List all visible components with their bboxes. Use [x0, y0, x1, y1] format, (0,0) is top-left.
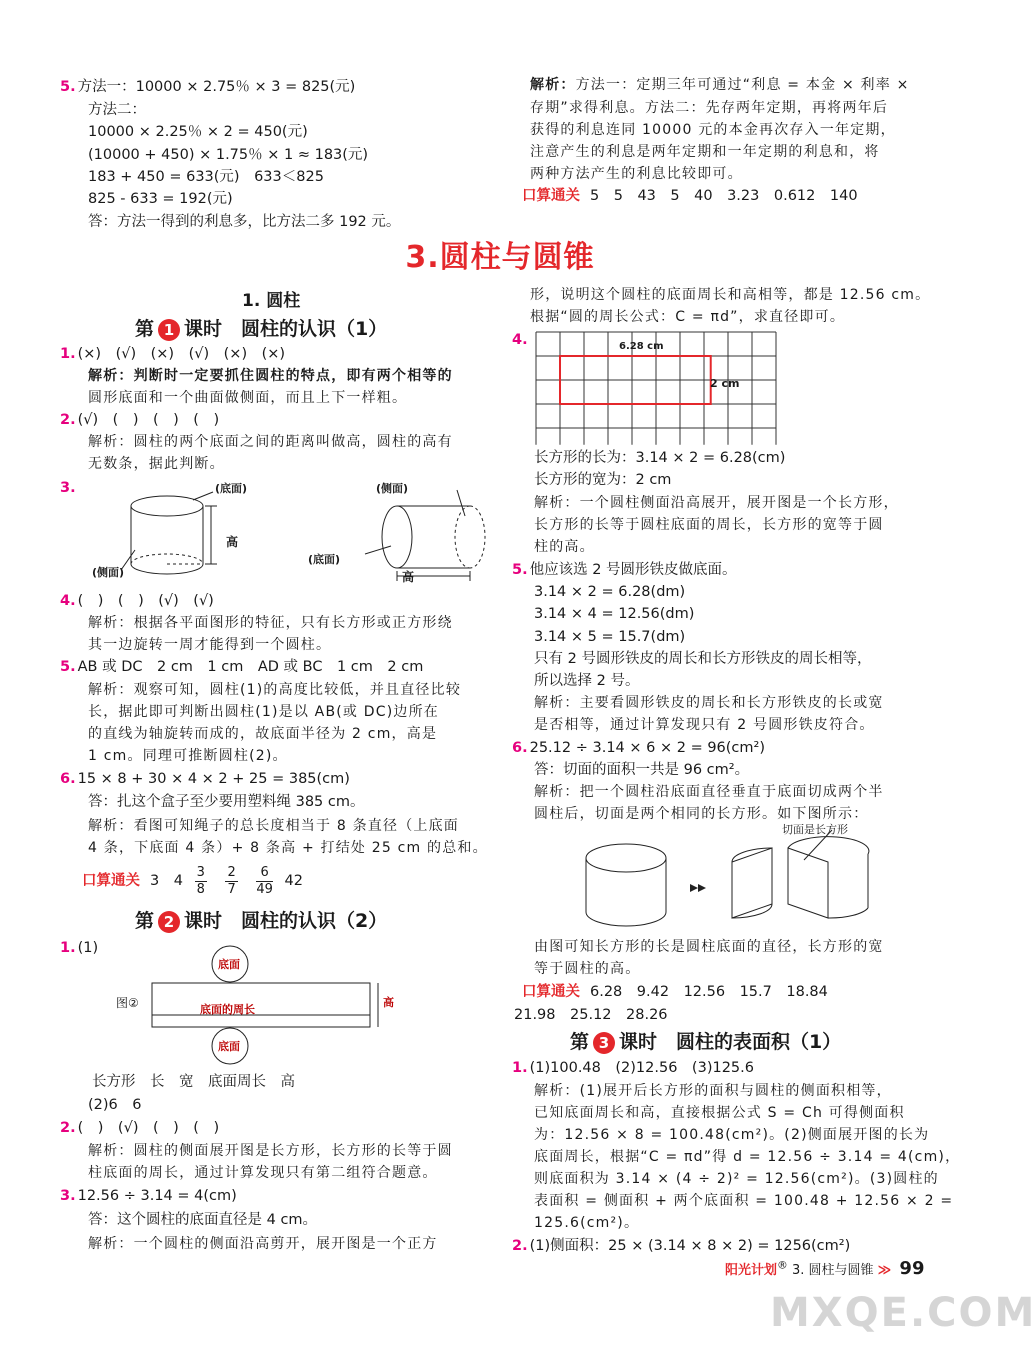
l2-q2-analysis-0: 解析：圆柱的侧面展开图是长方形，长方形的长等于圆 — [88, 1143, 453, 1159]
double-arrow-icon: ≫ — [877, 1263, 892, 1278]
lesson-3-title: 第 3 课时 圆柱的表面积（1） — [570, 1031, 842, 1053]
brand-name: 阳光计划 — [725, 1263, 778, 1278]
r-q4-analysis-1: 长方形的长等于圆柱底面的周长，长方形的宽等于圆 — [534, 517, 884, 533]
cylinder-bottom-front — [131, 564, 203, 574]
half-cylinder-right — [788, 848, 828, 918]
arrow-icon — [690, 884, 706, 892]
r-q5-line-4: 只有 2 号圆形铁皮的周长和长方形铁皮的周长相等， — [534, 651, 872, 667]
l3-q1-analysis-6: 125.6(cm²)。 — [534, 1215, 640, 1231]
l2-q1-part2: (2)6 6 — [88, 1097, 142, 1113]
fraction: $\frac{3}{8}$ — [196, 864, 205, 897]
lesson-number-badge: 2 — [158, 911, 180, 933]
l2-q1-words: 长方形 长 宽 底面周长 高 — [92, 1074, 295, 1090]
r-q6-analysis-1: 圆柱后，切面是两个相同的长方形。如下图所示： — [534, 806, 869, 822]
r-q5-line-5: 所以选择 2 号。 — [534, 673, 640, 689]
r-q5-analysis-0: 解析：主要看圆形铁皮的周长和长方形铁皮的长或宽 — [534, 695, 884, 711]
net-label-bottom: 底面 — [218, 1040, 240, 1053]
fraction: $\frac{6}{49}$ — [256, 864, 273, 897]
l2-q2-analysis-1: 柱底面的周长，通过计算发现只有第二组符合题意。 — [88, 1165, 438, 1181]
r-q6-analysis-0: 解析：把一个圆柱沿底面直径垂直于底面切成两个半 — [534, 784, 884, 800]
q5-number: 5. — [60, 79, 76, 95]
r-q4: 4. — [512, 332, 528, 348]
section-title: 1. 圆柱 — [242, 291, 301, 311]
l2-q3-answer: 答：这个圆柱的底面直径是 4 cm。 — [88, 1212, 318, 1228]
lesson-2-title: 第 2 课时 圆柱的认识（2） — [135, 910, 388, 932]
q5-line-5: 825 - 633 = 192(元) — [88, 191, 233, 207]
net-label-top: 底面 — [218, 958, 240, 971]
cut-cylinder-diagram — [582, 830, 882, 940]
lying-cylinder-left-end — [382, 506, 412, 568]
kousuan-left: 口算通关 3 4 $\frac{3}{8}$ $\frac{2}{7}$ $\frac{6}{49}$ 42 — [82, 864, 303, 897]
l1-q1-analysis-0: 解析：判断时一定要抓住圆柱的特点，即有两个相等的 — [88, 368, 453, 384]
net-label-rect: 底面的周长 — [200, 1003, 255, 1016]
r-q5-line-3: 3.14 × 5 = 15.7(dm) — [534, 629, 686, 645]
kousuan-top: 口算通关 5 5 43 5 40 3.23 0.612 140 — [522, 188, 858, 204]
l3-q1: 1. (1)100.48 (2)12.56 (3)125.6 — [512, 1060, 754, 1076]
r-q5-line-2: 3.14 × 4 = 12.56(dm) — [534, 606, 695, 622]
label-dimian-2: (底面) — [308, 553, 341, 566]
q5-line-2: 10000 × 2.25％ × 2 = 450(元) — [88, 124, 308, 140]
kousuan-right: 口算通关 6.28 9.42 12.56 15.7 18.84 — [522, 984, 828, 1000]
l1-q1-analysis-1: 圆形底面和一个曲面做侧面，而且上下一样粗。 — [88, 390, 408, 406]
q5-line-3: (10000 + 450) × 1.75％ × 1 ≈ 183(元) — [88, 147, 369, 163]
watermark: MXQE.COM — [770, 1290, 1036, 1336]
r-q6-after-1: 等于圆柱的高。 — [534, 961, 641, 977]
label-dimian-1: (底面) — [215, 482, 248, 495]
r-cont-0: 形，说明这个圆柱的底面周长和高相等，都是 12.56 cm。 — [530, 287, 931, 303]
page-footer: 阳光计划® 3. 圆柱与圆锥 ≫ 99 — [725, 1258, 925, 1279]
analysis-line-4: 两种方法产生的利息比较即可。 — [530, 166, 743, 182]
analysis-line-0: 解析：方法一：定期三年可通过“利息 = 本金 × 利率 × — [530, 77, 910, 93]
r-q5-analysis-1: 是否相等，通过计算发现只有 2 号圆形铁皮符合。 — [534, 717, 875, 733]
kousuan-label: 口算通关 — [522, 188, 580, 204]
r-q6-after-0: 由图可知长方形的长是圆柱底面的直径，长方形的宽 — [534, 939, 884, 955]
grid-label-width: 2 cm — [710, 377, 740, 390]
lateral-rectangle — [152, 983, 370, 1027]
l1-q5-analysis-3: 1 cm。同理可推断圆柱(2)。 — [88, 748, 288, 764]
l1-q5: 5. AB 或 DC 2 cm 1 cm AD 或 BC 1 cm 2 cm — [60, 659, 424, 675]
l1-q6-analysis-1: 4 条，下底面 4 条）+ 8 条高 + 打结处 25 cm 的总和。 — [88, 840, 488, 856]
l1-q5-analysis-1: 长，据此即可判断出圆柱(1)是以 AB(或 DC)边所在 — [88, 704, 439, 720]
l1-q3: 3. — [60, 480, 76, 496]
l1-q5-analysis-0: 解析：观察可知，圆柱(1)的高度比较低，并且直径比较 — [88, 682, 462, 698]
l3-q1-analysis-4: 则底面积为 3.14 × (4 ÷ 2)² = 12.56(cm²)。(3)圆柱的 — [534, 1171, 939, 1187]
r-cont-1: 根据“圆的周长公式：C = πd”，求直径即可。 — [530, 309, 846, 325]
pointer-line — [804, 830, 832, 860]
lesson-1-title: 第 1 课时 圆柱的认识（1） — [135, 318, 388, 340]
l1-q5-analysis-2: 的直线为轴旋转而成的，故底面半径为 2 cm，高是 — [88, 726, 438, 742]
l1-q4: 4. ( ) ( ) (√) (√) — [60, 593, 214, 609]
l3-q1-analysis-0: 解析：(1)展开后长方形的面积与圆柱的侧面积相等， — [534, 1083, 892, 1099]
q5-line-0: 5. 方法一：10000 × 2.75％ × 3 = 825(元) — [60, 79, 356, 95]
l1-q1: 1. (×) (√) (×) (√) (×) (×) — [60, 346, 286, 362]
analysis-line-3: 注意产生的利息是两年定期和一年定期的利息和，将 — [530, 144, 880, 160]
fraction: $\frac{2}{7}$ — [227, 864, 236, 897]
l3-q1-analysis-1: 已知底面周长和高，直接根据公式 S = Ch 可得侧面积 — [534, 1105, 905, 1121]
net-figure-label: 图② — [116, 996, 139, 1010]
pointer-line — [365, 546, 391, 554]
analysis-line-1: 存期”求得利息。方法二：先存两年定期，再将两年后 — [530, 100, 889, 116]
l2-q3: 3. 12.56 ÷ 3.14 = 4(cm) — [60, 1188, 237, 1204]
l1-q4-analysis-1: 其一边旋转一周才能得到一个圆柱。 — [88, 637, 332, 653]
chapter-title: 3.圆柱与圆锥 — [405, 240, 595, 275]
label-gao-2: 高 — [402, 570, 415, 584]
net-diagram — [140, 945, 400, 1075]
kousuan-right-2: 21.98 25.12 28.26 — [514, 1007, 668, 1023]
label-cemian-1: (侧面) — [92, 566, 125, 579]
pointer-line — [193, 492, 213, 500]
q5-line-4: 183 + 450 = 633(元) 633＜825 — [88, 169, 324, 185]
r-q4-analysis-2: 柱的高。 — [534, 539, 595, 555]
grid-label-length: 6.28 cm — [619, 341, 664, 352]
l1-q6-analysis-0: 解析：看图可知绳子的总长度相当于 8 条直径（上底面 — [88, 818, 460, 834]
r-q4-line-0: 长方形的长为：3.14 × 2 = 6.28(cm) — [534, 450, 786, 466]
l3-q1-analysis-5: 表面积 = 侧面积 + 两个底面积 = 100.48 + 12.56 × 2 = — [534, 1193, 954, 1209]
lying-cylinder-right-end — [470, 506, 485, 568]
l1-q6: 6. 15 × 8 + 30 × 4 × 2 + 25 = 385(cm) — [60, 771, 350, 787]
l1-q4-analysis-0: 解析：根据各平面图形的特征，只有长方形或正方形绕 — [88, 615, 453, 631]
l3-q1-analysis-3: 底面周长，根据“C = πd”得 d = 12.56 ÷ 3.14 = 4(cm)， — [534, 1149, 961, 1165]
net-label-height: 高 — [383, 996, 394, 1009]
l2-q3-analysis-0: 解析：一个圆柱的侧面沿高剪开，展开图是一个正方 — [88, 1236, 438, 1252]
cut-figure-label: 切面是长方形 — [782, 823, 848, 836]
label-gao-1: 高 — [226, 535, 239, 549]
l1-q2-analysis-1: 无数条，据此判断。 — [88, 456, 225, 472]
kousuan-label: 口算通关 — [522, 984, 580, 1000]
footer-chapter: 3. 圆柱与圆锥 — [791, 1263, 874, 1278]
r-q5-line-1: 3.14 × 2 = 6.28(dm) — [534, 584, 686, 600]
l2-q2: 2. ( ) (√) ( ) ( ) — [60, 1120, 220, 1136]
cylinder-bottom-back — [131, 554, 203, 564]
l1-q2: 2. (√) ( ) ( ) ( ) — [60, 412, 220, 428]
r-q6: 6. 25.12 ÷ 3.14 × 6 × 2 = 96(cm²) — [512, 740, 766, 756]
r-q4-analysis-0: 解析：一个圆柱侧面沿高展开，展开图是一个长方形， — [534, 495, 899, 511]
whole-cylinder-top — [586, 844, 666, 872]
l2-q1: 1. (1) — [60, 940, 99, 956]
cylinder-diagrams — [85, 480, 475, 590]
l3-q2: 2. (1)侧面积：25 × (3.14 × 8 × 2) = 1256(cm²) — [512, 1238, 851, 1254]
l1-q2-analysis-0: 解析：圆柱的两个底面之间的距离叫做高，圆柱的高有 — [88, 434, 453, 450]
cylinder-top-ellipse — [131, 496, 203, 516]
label-cemian-2: (侧面) — [376, 482, 409, 495]
r-q5: 5. 他应该选 2 号圆形铁皮做底面。 — [512, 562, 737, 578]
analysis-line-2: 获得的利息连同 10000 元的本金再次存入一年定期， — [530, 122, 896, 138]
l3-q1-analysis-2: 为：12.56 × 8 = 100.48(cm²)。(2)侧面展开图的长为 — [534, 1127, 930, 1143]
q5-line-1: 方法二： — [88, 102, 146, 118]
pointer-line — [457, 490, 465, 516]
lesson-number-badge: 3 — [593, 1032, 615, 1054]
half-cylinder-left — [732, 848, 772, 918]
kousuan-label: 口算通关 — [82, 873, 140, 889]
q5-answer: 答：方法一得到的利息多，比方法二多 192 元。 — [88, 214, 401, 230]
r-q4-line-1: 长方形的宽为：2 cm — [534, 472, 672, 488]
lesson-number-badge: 1 — [158, 319, 180, 341]
page-number: 99 — [899, 1258, 925, 1279]
l1-q6-answer: 答：扎这个盒子至少要用塑料绳 385 cm。 — [88, 794, 365, 810]
r-q6-answer: 答：切面的面积一共是 96 cm²。 — [534, 762, 750, 778]
